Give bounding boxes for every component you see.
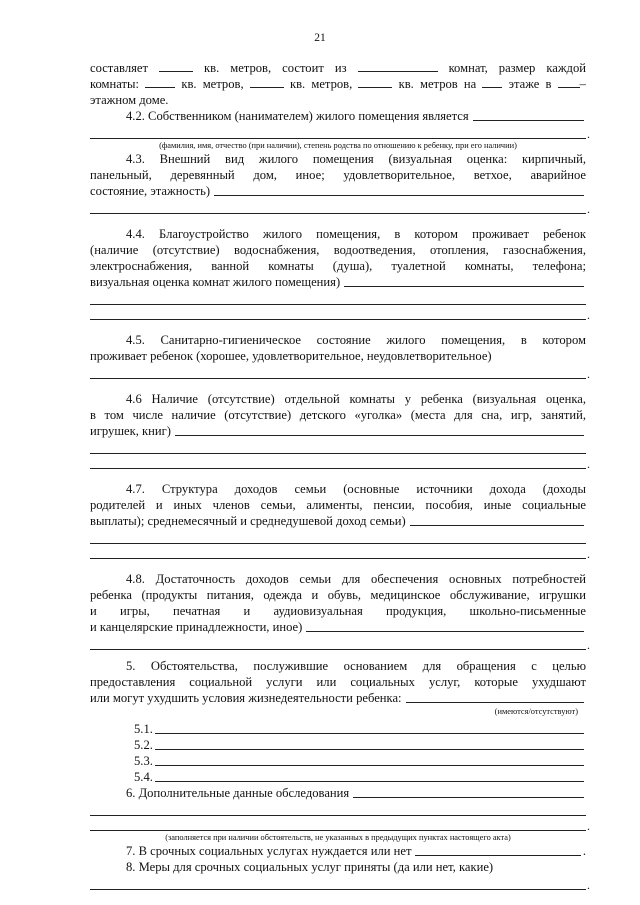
floor-blank[interactable] xyxy=(482,76,502,88)
income-field[interactable] xyxy=(410,524,584,526)
income-field-line-1[interactable] xyxy=(90,529,586,544)
circumstances-caption: (имеются/отсутствуют) xyxy=(494,707,578,716)
section-4-3-line-2: панельный, деревянный дом, иное; удовлетворительное, ветхое, аварийное xyxy=(90,168,586,182)
item-5-2-field[interactable] xyxy=(155,748,584,750)
section-4-4-line-1: 4.4. Благоустройство жилого помещения, в котором проживает ребенок xyxy=(126,227,586,241)
additional-data-field[interactable] xyxy=(353,796,584,798)
child-room-field[interactable] xyxy=(175,434,584,436)
child-room-field-line-2[interactable] xyxy=(90,454,586,469)
item-5-2: 5.2. xyxy=(90,737,586,753)
section-4-7-line-2: родителей и иных членов семьи, алименты, пенсии, пособия, иные социальные xyxy=(90,498,586,512)
section-5-line-2: предоставления социальной услуги или социальных услуг, которые ухудшают xyxy=(90,675,586,689)
section-4-7-line-1: 4.7. Структура доходов семьи (основные источники дохода (доходы xyxy=(126,482,586,496)
additional-data-line-2[interactable] xyxy=(90,816,586,831)
section-4-7-line-3: выплаты); среднемесячный и среднедушевой доход семьи) xyxy=(90,513,586,529)
section-4-4-line-4: визуальная оценка комнат жилого помещения) xyxy=(90,274,586,290)
section-5-line-3: или могут ухудшить условия жизнедеятельности ребенка: xyxy=(90,690,586,706)
additional-data-caption: (заполняется при наличии обстоятельств, не указанных в предыдущих пунктах настоящего акта) xyxy=(165,833,511,842)
section-4-5-line-2: проживает ребенок (хорошее, удовлетворительное, неудовлетворительное) xyxy=(90,349,492,363)
amenities-field-line-2[interactable] xyxy=(90,305,586,320)
room-2-area-blank[interactable] xyxy=(250,76,284,88)
section-4-8-line-1: 4.8. Достаточность доходов семьи для обеспечения основных потребностей xyxy=(126,572,586,586)
section-4-8-line-3: и игры, печатная и аудиовизуальная продукция, школьно-письменные xyxy=(90,604,586,618)
child-room-field-line-1[interactable] xyxy=(90,439,586,454)
income-sufficiency-field[interactable] xyxy=(306,630,584,632)
item-5-4-field[interactable] xyxy=(155,780,584,782)
owner-caption: (фамилия, имя, отчество (при наличии), степень родства по отношению к ребенку, при его наличии) xyxy=(159,141,517,150)
section-7: 7. В срочных социальных услугах нуждается или нет . xyxy=(126,844,586,858)
section-6: 6. Дополнительные данные обследования xyxy=(90,785,586,801)
owner-field-line[interactable] xyxy=(90,124,586,139)
amenities-field-line-1[interactable] xyxy=(90,290,586,305)
item-5-3: 5.3. xyxy=(90,753,586,769)
page-number: 21 xyxy=(314,32,326,44)
intro-line-1: составляет кв. метров, состоит из комнат, размер каждой xyxy=(90,61,587,75)
item-5-3-field[interactable] xyxy=(155,764,584,766)
urgent-services-need-field[interactable] xyxy=(415,854,580,856)
item-5-1-field[interactable] xyxy=(155,732,584,734)
owner-field[interactable] xyxy=(473,119,584,121)
room-1-area-blank[interactable] xyxy=(145,76,175,88)
intro-line-2: комнаты: кв. метров, кв. метров, кв. метров на этаже в – xyxy=(90,77,586,91)
document-body xyxy=(90,60,586,890)
rooms-count-blank[interactable] xyxy=(358,60,438,72)
section-4-6-line-1: 4.6 Наличие (отсутствие) отдельной комнаты у ребенка (визуальная оценка, xyxy=(126,392,586,406)
exterior-field[interactable] xyxy=(214,194,584,196)
section-4-5-line-1: 4.5. Санитарно-гигиеническое состояние жилого помещения, в котором xyxy=(126,333,586,347)
income-sufficiency-field-line[interactable] xyxy=(90,635,586,650)
section-4-3-line-3: состояние, этажность) xyxy=(90,183,586,199)
item-5-1: 5.1. xyxy=(90,721,586,737)
income-field-line-2[interactable] xyxy=(90,544,586,559)
item-5-4: 5.4. xyxy=(90,769,586,785)
section-4-8-line-4: и канцелярские принадлежности, иное) xyxy=(90,619,586,635)
urgent-measures-field-line[interactable] xyxy=(90,875,586,890)
section-4-6-line-3: игрушек, книг) xyxy=(90,423,586,439)
floors-total-blank[interactable] xyxy=(558,76,580,88)
sanitary-field-line[interactable] xyxy=(90,364,586,379)
section-4-4-line-2: (наличие (отсутствие) водоснабжения, водоотведения, отопления, газоснабжения, xyxy=(90,243,586,257)
intro-line-3: этажном доме. xyxy=(90,93,169,107)
section-4-8-line-2: ребенка (продукты питания, одежда и обувь, медицинское обслуживание, игрушки xyxy=(90,588,586,602)
amenities-field[interactable] xyxy=(344,285,584,287)
additional-data-line-1[interactable] xyxy=(90,801,586,816)
section-4-4-line-3: электроснабжения, ванной комнаты (душа), туалетной комнаты, телефона; xyxy=(90,259,586,273)
section-4-6-line-2: в том числе наличие (отсутствие) детского «уголка» (места для сна, игр, занятий, xyxy=(90,408,586,422)
section-5-line-1: 5. Обстоятельства, послужившие основанием для обращения с целью xyxy=(126,659,586,673)
room-3-area-blank[interactable] xyxy=(358,76,392,88)
section-8: 8. Меры для срочных социальных услуг приняты (да или нет, какие) xyxy=(126,860,494,874)
section-4-2: 4.2. Собственником (нанимателем) жилого помещения является xyxy=(90,108,586,124)
area-blank[interactable] xyxy=(159,60,193,72)
exterior-field-line[interactable] xyxy=(90,199,586,214)
circumstances-field[interactable] xyxy=(406,701,584,703)
section-4-3-line-1: 4.3. Внешний вид жилого помещения (визуальная оценка: кирпичный, xyxy=(126,152,586,166)
